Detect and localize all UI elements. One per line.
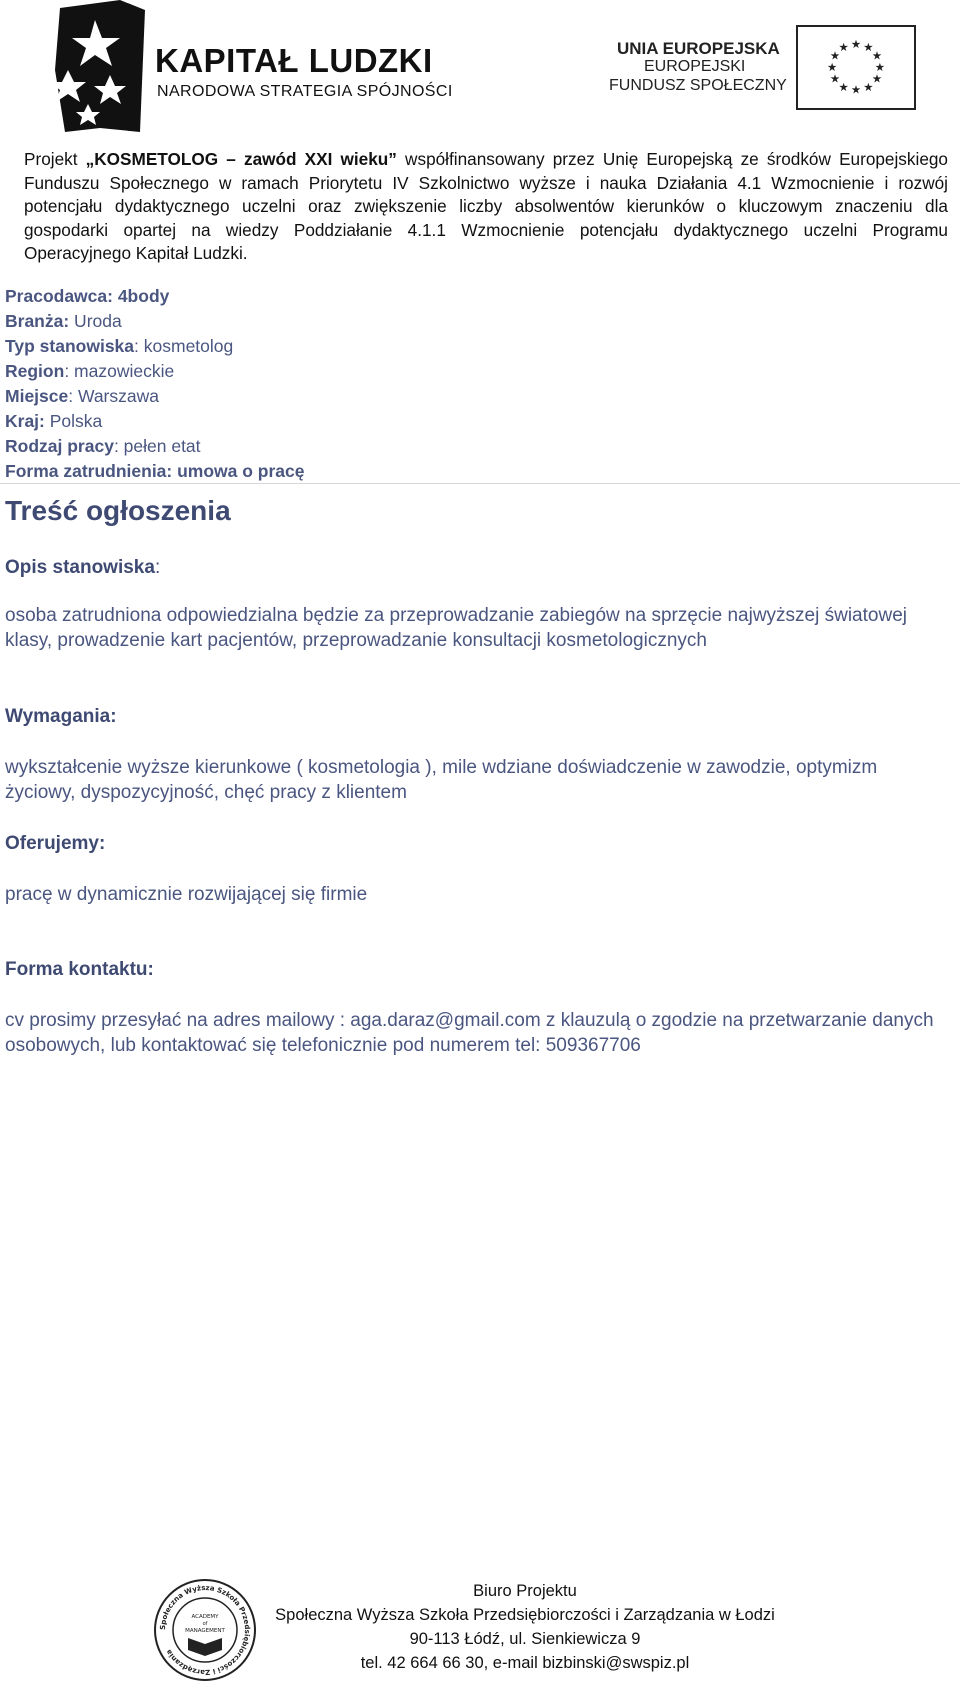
section-kontakt-heading: Forma kontaktu:: [5, 959, 154, 980]
field-value: Polska: [44, 411, 103, 431]
field-industry: [5, 311, 122, 331]
svg-text:★: ★: [874, 59, 885, 74]
field-label: Typ stanowiska: [5, 336, 135, 356]
svg-text:★: ★: [829, 71, 841, 86]
field-region: [5, 361, 174, 381]
footer-line3: 90-113 Łódź, ul. Sienkiewicza 9: [409, 1630, 641, 1648]
section-colon: :: [154, 557, 161, 578]
svg-text:★: ★: [838, 79, 849, 94]
section-oferujemy-text: pracę w dynamicznie rozwijającej się firmie: [5, 884, 368, 905]
seal-ring-text: Społeczna Wyższa Szkoła Przedsiębiorczości i Zarządzania: [158, 1583, 252, 1677]
section-opis-text: osoba zatrudniona odpowiedzialna będzie za przeprowadzanie zabiegów na sprzęcie najwyższej światowej klasy, prowadzenie kart pacjentów, przeprowadzanie konsultacji kosmetologicznych: [5, 605, 907, 651]
field-position-type: [5, 336, 233, 356]
footer-line4: tel. 42 664 66 30, e-mail bizbinski@swspiz.pl: [360, 1654, 690, 1672]
field-label: Miejsce: [5, 386, 69, 406]
footer-line1: Biuro Projektu: [473, 1582, 577, 1600]
section-oferujemy-heading: Oferujemy:: [5, 833, 106, 854]
svg-text:★: ★: [863, 79, 874, 94]
svg-text:★: ★: [871, 48, 883, 63]
svg-text:★: ★: [871, 71, 883, 86]
svg-text:★: ★: [850, 36, 862, 51]
field-value: : Warszawa: [68, 386, 159, 406]
project-body: współfinansowany przez Unię Europejską ze środków Europejskiego Funduszu Społecznego w ramach Priorytetu IV Szkolnictwo wyższe i nauka Działania 4.1 Wzmocnienie i rozwój potencjału dydaktycznego uczelni oraz zwiększenie liczby absolwentów kierunków o kluczowym znaczeniu dla gospodarki opartej na wiedzy Poddziałanie 4.1.1 Wzmocnienie potencjału dydaktycznego uczelni Programu Operacyjnego Kapitał Ludzki.: [24, 149, 948, 263]
field-value: : mazowieckie: [64, 361, 175, 381]
section-opis-heading: [5, 557, 160, 579]
content-title: Treść ogłoszenia: [5, 495, 231, 526]
seal-center-3: MANAGEMENT: [185, 1628, 225, 1634]
project-description: [24, 148, 948, 266]
section-wymagania-heading: Wymagania:: [5, 706, 117, 727]
field-label: Pracodawca: 4body: [5, 286, 170, 306]
section-wymagania-text: wykształcenie wyższe kierunkowe ( kosmetologia ), mile wdziane doświadczenie w zawodzie, optymizm życiowy, dyspozycyjność, chęć pracy z klientem: [5, 757, 878, 803]
field-employer: [5, 286, 169, 306]
field-place: [5, 386, 159, 406]
seal-center-1: ACADEMY: [191, 1614, 219, 1620]
svg-text:★: ★: [850, 82, 862, 97]
eu-flag-logo: [796, 25, 916, 110]
field-label: Region: [5, 361, 65, 381]
field-value: : kosmetolog: [134, 336, 234, 356]
svg-text:★: ★: [827, 59, 838, 74]
project-prefix: Projekt: [24, 149, 86, 169]
field-label: Branża:: [5, 311, 70, 331]
project-name: „KOSMETOLOG – zawód XXI wieku”: [85, 149, 397, 169]
field-label: Rodzaj pracy: [5, 436, 114, 456]
divider: [0, 483, 960, 484]
ue-line2: EUROPEJSKI: [644, 58, 746, 75]
field-label: Forma zatrudnienia: umowa o pracę: [5, 461, 305, 481]
field-employment-form: [5, 461, 305, 481]
ue-title: UNIA EUROPEJSKA: [617, 39, 780, 58]
svg-text:★: ★: [863, 39, 874, 54]
svg-text:★: ★: [829, 48, 841, 63]
svg-text:★: ★: [838, 39, 849, 54]
seal-center-2: of: [202, 1621, 208, 1627]
footer-line2: Społeczna Wyższa Szkoła Przedsiębiorczości i Zarządzania w Łodzi: [275, 1606, 775, 1624]
field-country: [5, 411, 102, 431]
field-label: Kraj:: [5, 411, 45, 431]
section-label: Opis stanowiska: [5, 557, 155, 578]
field-value: Uroda: [69, 311, 122, 331]
section-kontakt-text: cv prosimy przesyłać na adres mailowy : aga.daraz@gmail.com z klauzulą o zgodzie na przetwarzanie danych osobowych, lub kontaktować się telefonicznie pod numerem tel: 509367706: [5, 1010, 934, 1056]
kapital-ludzki-subtitle: NARODOWA STRATEGIA SPÓJNOŚCI: [157, 83, 453, 100]
field-work-type: [5, 436, 201, 456]
field-value: : pełen etat: [113, 436, 201, 456]
ue-line3: FUNDUSZ SPOŁECZNY: [609, 77, 787, 94]
kapital-ludzki-title: KAPITAŁ LUDZKI: [155, 42, 433, 79]
